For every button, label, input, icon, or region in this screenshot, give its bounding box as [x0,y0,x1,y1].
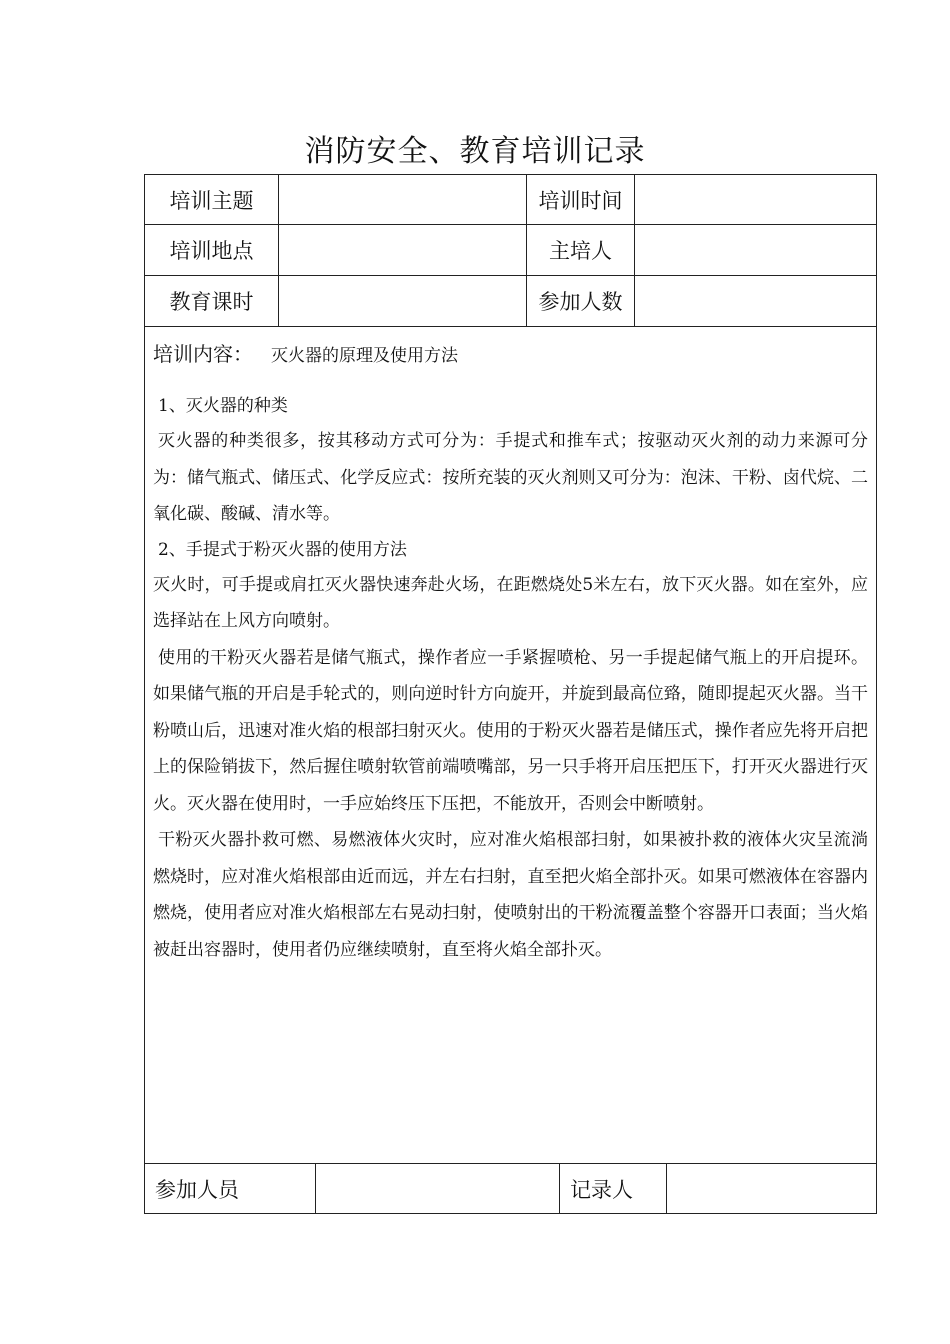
participants-label: 参加人员 [155,1177,239,1202]
section-1-title: 1、灭火器的种类 [158,396,288,416]
training-location-value[interactable] [279,225,526,275]
content-header [153,337,868,373]
training-topic-value[interactable] [279,175,526,224]
trainer-label: 主培人 [549,239,612,263]
recorder-value[interactable] [667,1164,876,1213]
section-2-paragraph-2: 使用的干粉灭火器若是储气瓶式，操作者应一手紧握喷枪、另一手提起储气瓶上的开启提环。如果储气瓶的开启是手轮式的，则向逆时针方向旋开，并旋到最高位臵，随即提起灭火器。当干粉喷山后，迅速对准火焰的根部扫射灭火。使用的于粉灭火器若是储压式，操作者应先将开启把上的保险销拔下，然后握住喷射软管前端喷嘴部，另一只手将开启压把压下，打开灭火器进行灭火。灭火器在使用时，一手应始终压下压把，不能放开，否则会中断喷射。 [153,647,868,814]
section-1-text: 灭火器的种类很多，按其移动方式可分为：手提式和推车式；按驱动灭火剂的动力来源可分为：储气瓶式、储压式、化学反应式：按所充装的灭火剂则又可分为：泡沫、干粉、卤代烷、二氧化碳、酸碱、清水等。 [153,431,868,524]
training-location-label: 培训地点 [169,239,254,263]
attendee-count-label: 参加人数 [538,290,623,314]
participants-value[interactable] [316,1164,559,1213]
class-hours-value[interactable] [279,276,526,326]
content-topic: 灭火器的原理及使用方法 [271,346,458,366]
attendee-count-value[interactable] [635,276,876,326]
training-time-value[interactable] [635,175,876,224]
content-label: 培训内容： [153,342,253,366]
document-title: 消防安全、教育培训记录 [304,134,646,169]
section-2-paragraph-3: 干粉灭火器扑救可燃、易燃液体火灾时，应对准火焰根部扫射，如果被扑救的液体火灾呈流淌燃烧时，应对准火焰根部由近而远，并左右扫射，直至把火焰全部扑灭。如果可燃液体在容器内燃烧，使用者应对准火焰根部左右晃动扫射，使喷射出的干粉流覆盖整个容器开口表面；当火焰被赶出容器时，使用者仍应继续喷射，直至将火焰全部扑灭。 [153,830,868,960]
section-2-paragraph-1: 灭火时，可手提或肩扛灭火器快速奔赴火场，在距燃烧处5米左右，放下灭火器。如在室外，应选择站在上风方向喷射。 [153,574,868,631]
trainer-value[interactable] [635,225,876,275]
training-content [153,337,868,968]
training-time-label: 培训时间 [538,188,623,213]
section-2-title: 2、手提式于粉灭火器的使用方法 [158,539,407,560]
recorder-label: 记录人 [570,1177,633,1202]
row-divider-3 [144,326,877,327]
class-hours-label: 教育课时 [169,290,254,314]
training-topic-label: 培训主题 [169,188,254,213]
